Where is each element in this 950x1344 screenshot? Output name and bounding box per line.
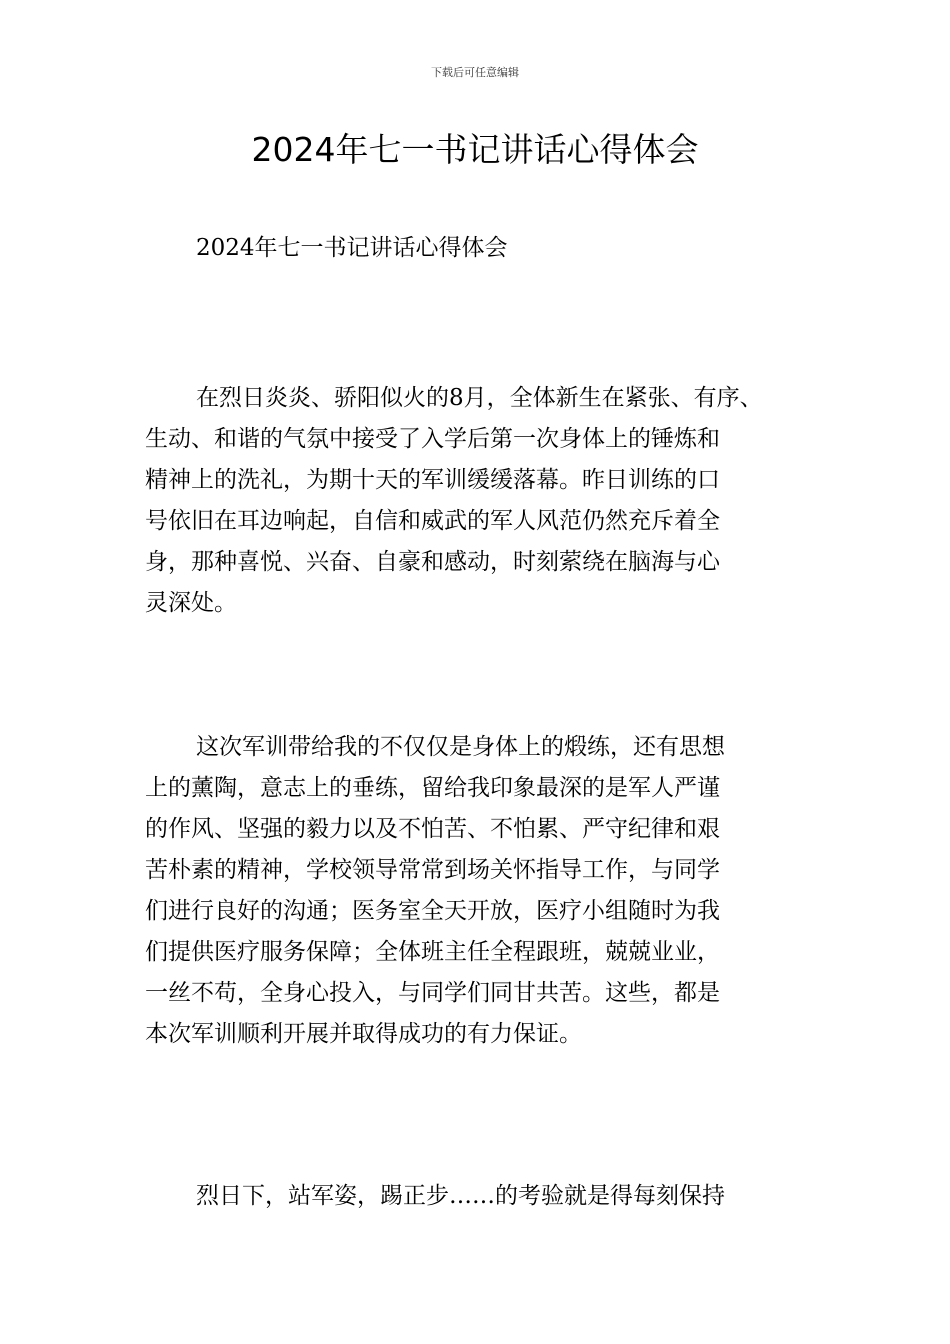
paragraph-line: 们进行良好的沟通；医务室全天开放，医疗小组随时为我 <box>145 898 720 924</box>
paragraph-line: 号依旧在耳边响起，自信和威武的军人风范仍然充斥着全 <box>145 508 720 534</box>
paragraph-line: 生动、和谐的气氛中接受了入学后第一次身体上的锤炼和 <box>145 426 720 452</box>
paragraph-line: 本次军训顺利开展并取得成功的有力保证。 <box>145 1021 582 1047</box>
paragraph-line: 一丝不苟，全身心投入，与同学们同甘共苦。这些，都是 <box>145 980 720 1006</box>
document-subtitle: 2024年七一书记讲话心得体会 <box>196 235 508 261</box>
paragraph-line: 身，那种喜悦、兴奋、自豪和感动，时刻萦绕在脑海与心 <box>145 549 720 575</box>
paragraph-line: 这次军训带给我的不仅仅是身体上的煅练，还有思想 <box>196 734 725 760</box>
header-note: 下载后可任意编辑 <box>431 66 519 79</box>
paragraph-line: 上的薰陶，意志上的垂练，留给我印象最深的是军人严谨 <box>145 775 720 801</box>
paragraph-line: 苦朴素的精神，学校领导常常到场关怀指导工作，与同学 <box>145 857 720 883</box>
paragraph-line: 灵深处。 <box>145 590 237 616</box>
document-title: 2024年七一书记讲话心得体会 <box>251 130 699 169</box>
paragraph-2 <box>145 727 810 1055</box>
paragraph-line: 们提供医疗服务保障；全体班主任全程跟班，兢兢业业， <box>145 939 720 965</box>
paragraph-line: 烈日下，站军姿，踢正步……的考验就是得每刻保持 <box>196 1183 725 1209</box>
paragraph-3 <box>145 1176 810 1217</box>
paragraph-1 <box>145 378 810 624</box>
paragraph-line: 的作风、坚强的毅力以及不怕苦、不怕累、严守纪律和艰 <box>145 816 720 842</box>
paragraph-line: 精神上的洗礼，为期十天的军训缓缓落幕。昨日训练的口 <box>145 467 720 493</box>
paragraph-line: 在烈日炎炎、骄阳似火的8月，全体新生在紧张、有序、 <box>196 385 763 411</box>
